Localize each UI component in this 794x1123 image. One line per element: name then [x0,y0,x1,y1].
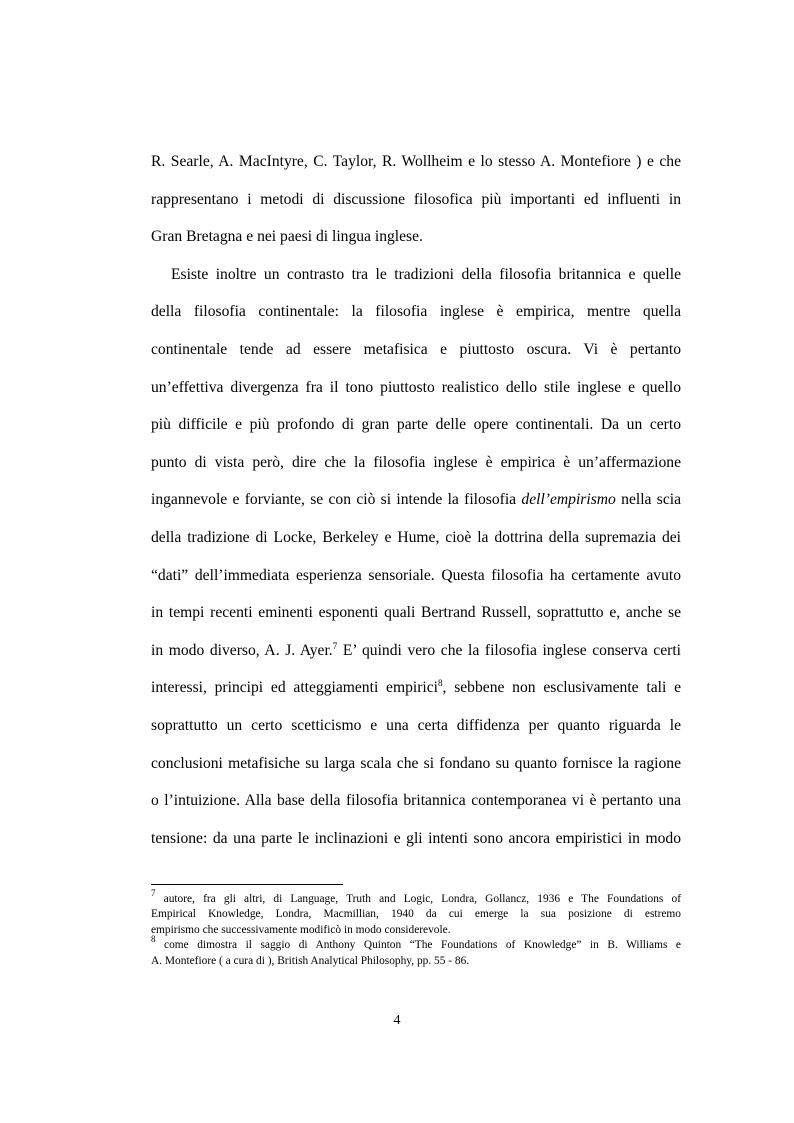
footnote-8-number: 8 [151,934,156,945]
body-text [151,149,681,863]
body-line: soprattutto un certo scetticismo e una certa diffidenza per quanto riguarda le [151,716,681,734]
body-line: o l’intuizione. Alla base della filosofia britannica contemporanea vi è pertanto una [151,792,681,810]
footnotes [151,888,681,969]
body-line-segment: , sebbene non esclusivamente tali e [442,679,681,697]
italic-term: dell’empirismo [521,491,616,509]
body-line: rappresentano i metodi di discussione filosofica più importanti ed influenti in [151,190,681,208]
body-line [151,638,681,676]
footnote-7-number: 7 [151,888,156,898]
footnote-ref-7[interactable]: 7 [332,640,338,651]
body-line: punto di vista però, dire che la filosofia inglese è empirica è un’affermazione [151,453,681,471]
footnote-7-line: empirismo che successivamente modificò in modo considerevole. [151,923,451,936]
body-line-segment: ingannevole e forviante, se con ciò si intende la filosofia [151,491,522,509]
body-line: in tempi recenti eminenti esponenti quali Bertrand Russell, soprattutto e, anche se [151,604,681,622]
body-line [151,675,681,713]
body-line: più difficile e più profondo di gran parte delle opere continentali. Da un certo [151,416,681,434]
footnote-8-line: A. Montefiore ( a cura di ), British Analytical Philosophy, pp. 55 - 86. [151,954,470,967]
footnote-ref-8[interactable]: 8 [438,678,443,689]
footnote-7-text: autore, fra gli altri, di Language, Truth and Logic, Londra, Gollancz, 1936 e The Foundations of [155,893,681,905]
body-line: tensione: da una parte le inclinazioni e gli intenti sono ancora empiristici in modo [151,829,681,847]
body-line-segment: in modo diverso, A. J. Ayer. [151,641,333,659]
page-number: 4 [393,1013,401,1028]
body-line: conclusioni metafisiche su larga scala che si fondano su quanto fornisce la ragione [151,754,681,772]
footnote-7-line: Empirical Knowledge, Londra, Macmillian, 1940 da cui emerge la sua posizione di estremo [151,908,681,921]
body-line: R. Searle, A. MacIntyre, C. Taylor, R. Wollheim e lo stesso A. Montefiore ) e che [151,153,681,170]
footnote-separator [151,884,343,885]
paragraph-first-line: Esiste inoltre un contrasto tra le tradizioni della filosofia britannica e quelle [171,265,681,283]
body-line: un’effettiva divergenza fra il tono piuttosto realistico dello stile inglese e quello [151,378,681,396]
body-line: della tradizione di Locke, Berkeley e Hume, cioè la dottrina della supremazia dei [151,528,681,546]
footnote-8-line [151,934,681,953]
footnote-7-line [151,888,681,907]
body-line-segment: nella scia [615,491,681,509]
body-line [151,487,681,525]
body-line-segment: E’ quindi vero che la filosofia inglese conserva certi [337,641,681,659]
body-line: continentale tende ad essere metafisica e piuttosto oscura. Vi è pertanto [151,340,681,358]
footnote-8-text: come dimostra il saggio di Anthony Quinton “The Foundations of Knowledge” in B. Williams e [155,939,681,952]
body-line-segment: interessi, principi ed atteggiamenti empirici [151,679,439,697]
body-line: della filosofia continentale: la filosofia inglese è empirica, mentre quella [151,303,681,321]
body-line: Gran Bretagna e nei paesi di lingua inglese. [151,228,423,246]
body-line: “dati” dell’immediata esperienza sensoriale. Questa filosofia ha certamente avuto [151,566,681,584]
